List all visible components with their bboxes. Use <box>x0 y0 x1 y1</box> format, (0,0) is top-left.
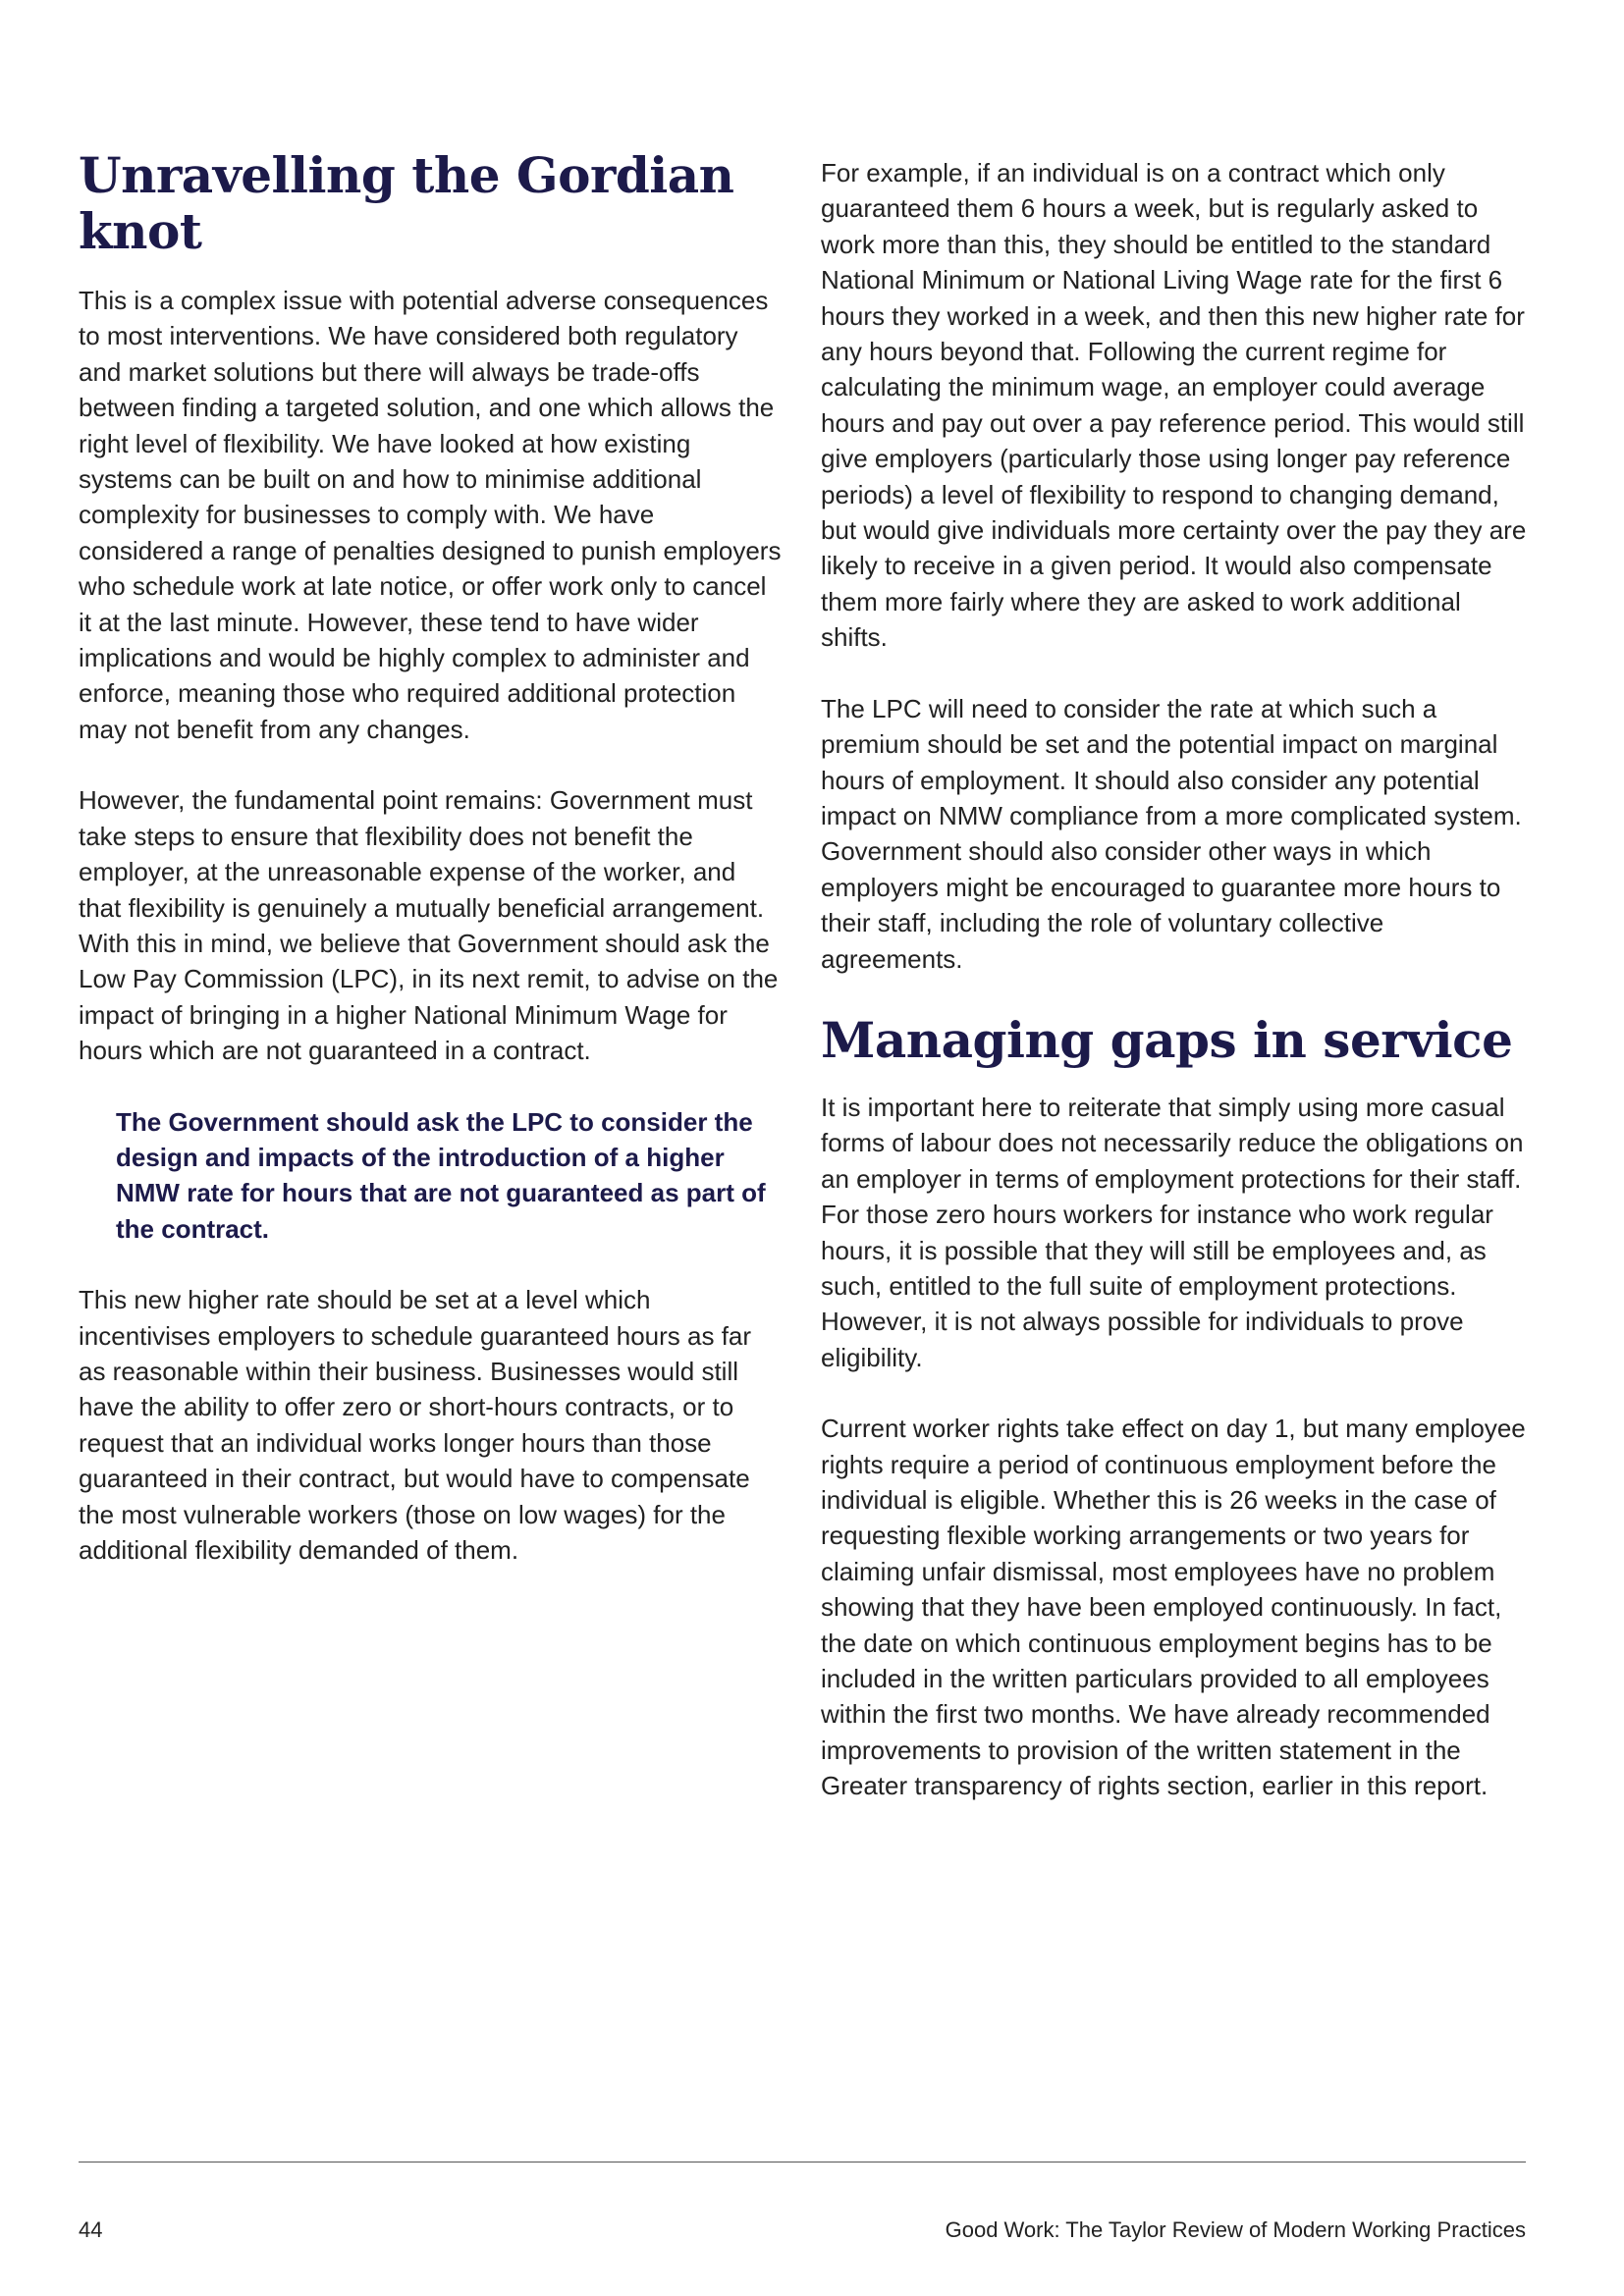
body-paragraph: It is important here to reiterate that simply using more casual forms of labour does not necessarily reduce the obligations on an employer in terms of employment protections for their staff. For those zero hours workers for instance who work regular hours, it is possible that they will still be employees and, as such, entitled to the full suite of employment protections. However, it is not always possible for individuals to prove eligibility. <box>821 1092 1524 1372</box>
report-title: Good Work: The Taylor Review of Modern Working Practices <box>945 2217 1526 2242</box>
body-paragraph: This new higher rate should be set at a level which incentivises employers to schedule guaranteed hours as far as reasonable within their business. Businesses would still have the ability to offer zero or short-hours contracts, or to request that an individual works longer hours than those guaranteed in their contract, but would have to compensate the most vulnerable workers (those on low wages) for the additional flexibility demanded of them. <box>79 1285 752 1565</box>
body-paragraph: For example, if an individual is on a contract which only guaranteed them 6 hours a week, but is regularly asked to work more than this, they should be entitled to the standard National Minimum or National Living Wage rate for the first 6 hours they worked in a week, and then this new higher rate for any hours beyond that. Following the current regime for calculating the minimum wage, an employer could average hours and pay out over a pay reference period. This would still give employers (particularly those using longer pay reference periods) a level of flexibility to respond to changing demand, but would give individuals more certainty over the pay they are likely to receive in a given period. It would also compensate them more fairly where they are asked to work additional shifts. <box>821 158 1527 653</box>
section-heading-managing-gaps: Managing gaps in service <box>821 1010 1513 1069</box>
left-column <box>79 147 784 1603</box>
page-number: 44 <box>79 2217 103 2242</box>
body-paragraph: This is a complex issue with potential adverse consequences to most interventions. We have considered both regulatory and market solutions but there will always be trade-offs between finding a targeted solution, and one which allows the right level of flexibility. We have looked at how existing systems can be built on and how to minimise additional complexity for businesses to comply with. We have considered a range of penalties designed to punish employers who schedule work at late notice, or offer work only to cancel it at the last minute. However, these tend to have wider implications and would be highly complex to administer and enforce, meaning those who required additional protection may not benefit from any changes. <box>79 286 782 744</box>
body-paragraph: The LPC will need to consider the rate at which such a premium should be set and the potential impact on marginal hours of employment. It should also consider any potential impact on NMW compliance from a more complicated system. Government should also consider other ways in which employers might be encouraged to guarantee more hours to their staff, including the role of voluntary collective agreements. <box>821 693 1522 974</box>
body-paragraph: Current worker rights take effect on day 1, but many employee rights require a period of continuous employment before the individual is eligible. Whether this is 26 weeks in the case of requesting flexible working arrangements or two years for claiming unfair dismissal, most employees have no problem showing that they have been employed continuously. In fact, the date on which continuous employment begins has to be included in the written particulars provided to all employees within the first two months. We have already recommended improvements to provision of the written statement in the Greater transparency of rights section, earlier in this report. <box>821 1414 1526 1801</box>
footer-divider <box>79 2162 1526 2163</box>
section-heading-unravelling: Unravelling the Gordian knot <box>79 146 734 260</box>
recommendation-callout: The Government should ask the LPC to consider the design and impacts of the introduction of a higher NMW rate for hours that are not guaranteed as part of the contract. <box>116 1106 766 1244</box>
body-paragraph: However, the fundamental point remains: Government must take steps to ensure that flexibility does not benefit the employer, at the unreasonable expense of the worker, and that flexibility is genuinely a mutually beneficial arrangement. With this in mind, we believe that Government should ask the Low Pay Commission (LPC), in its next remit, to advise on the impact of bringing in a higher National Minimum Wage for hours which are not guaranteed in a contract. <box>79 785 779 1066</box>
right-column <box>821 147 1528 1840</box>
